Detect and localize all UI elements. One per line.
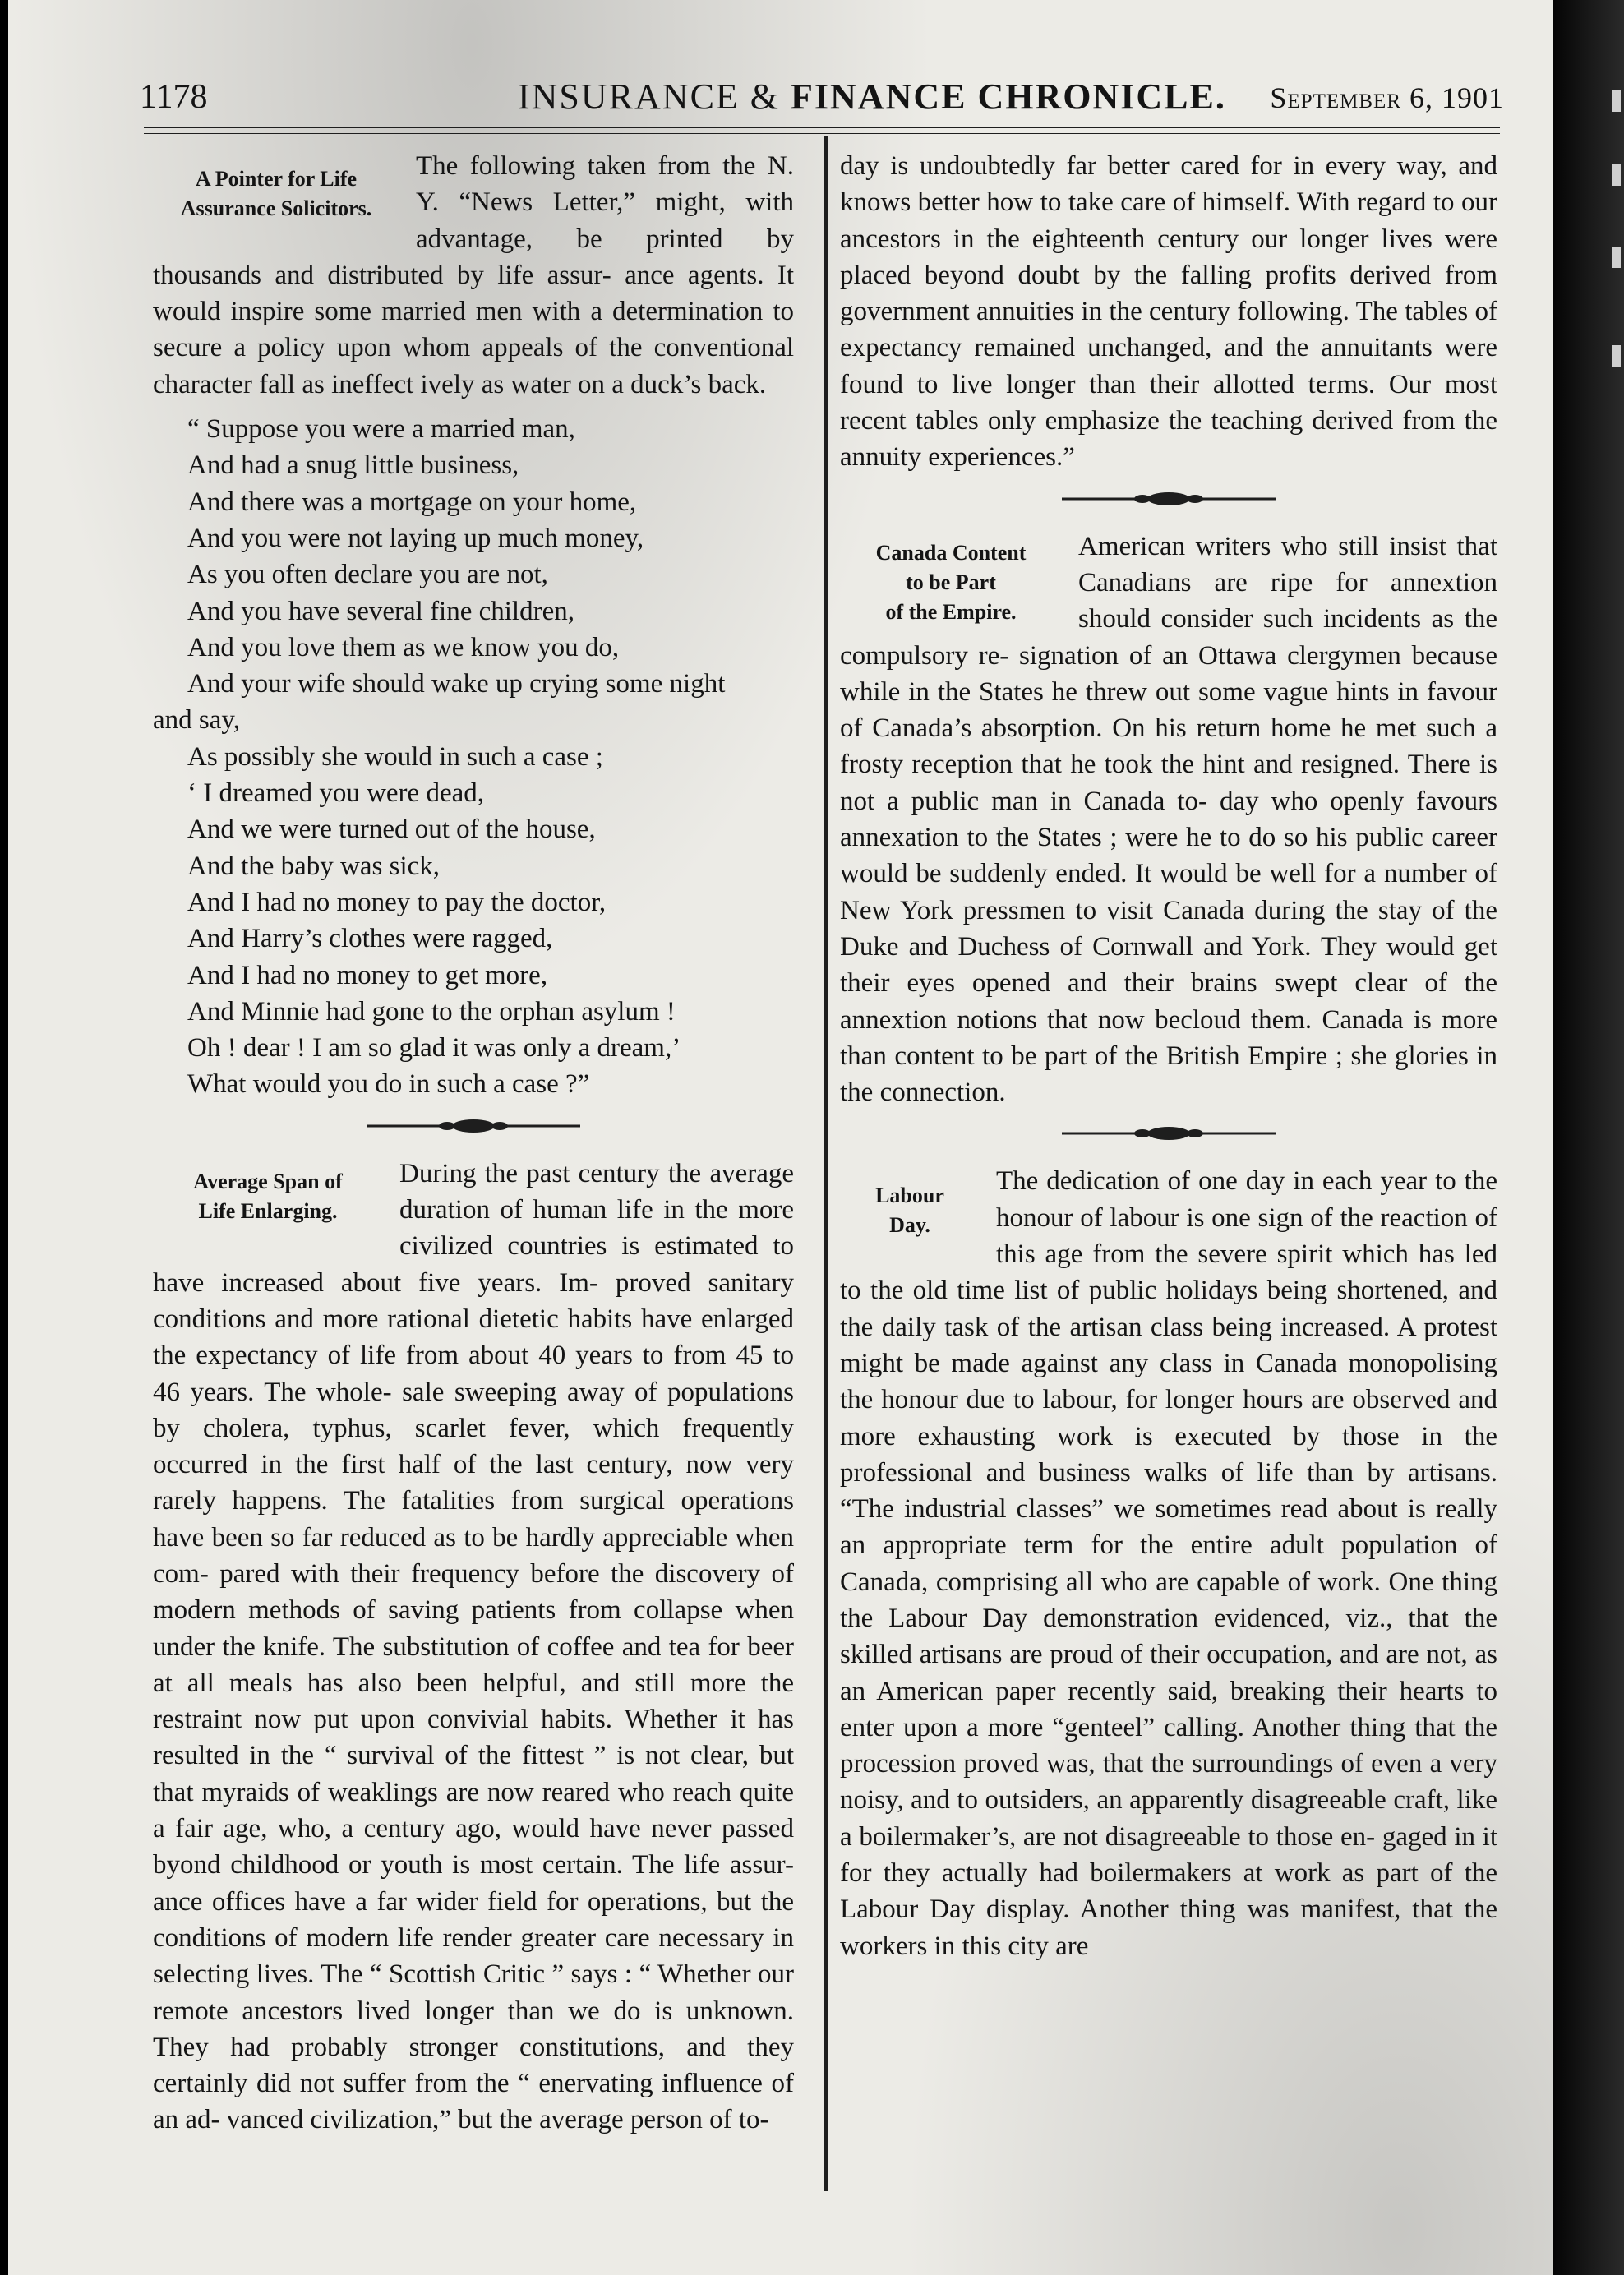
ornament-divider — [840, 1110, 1497, 1163]
poem: “ Suppose you were a married man, And had a snug little business, And there was a mortgage on your home, And you were not laying up much money, As you often declare you are not, And you have several fine children, And you love them as we know you do, And your wife should wake up crying some night and say, As possibly she would in such a case ; ‘ I dreamed you were dead, And we were turned out of the house, And the baby was sick, And I had no money to pay the doctor, And Harry’s clothes were ragged, And I had no money to get more, And Minnie had gone to the orphan asylum ! Oh ! dear ! I am so glad it was only a dream,’ What would you do in such a case ?” — [153, 414, 726, 1100]
article-text: American writers who still insist that Canadians are ripe for annextion should consider such incidents as the compulsory re- signation of an Ottawa clergymen because while in the States he threw out some vague hints in favour of Canada’s absorption. On his return home he met such a frosty reception that he took the hint and resigned. There is not a public man in Canada to- day who openly favours annexation to the States ; were he to do so his public career would be suddenly ended. It would be well for a number of New York pressmen to visit Canada during the stay of the Duke and Duchess of Cornwall and York. They would get their eyes opened and their brains swept clear of the annextion notions that now becloud them. Canada is more than content to be part of the British Empire ; she glories in the connection. — [840, 531, 1498, 1108]
article-text: The following taken from the N. Y. “News Letter,” might, with advantage, be printed by thousands and distributed by life assur- ance agents. It would inspire some married men with a determination to secure a policy upon whom appeals of the conventional character fall as ineffect ively as water on a duck’s back. — [153, 151, 795, 399]
scan-edge — [1553, 0, 1624, 2275]
article-continuation: day is undoubtedly far better cared for in every way, and knows better how to take care of himself. With regard to our ancestors in the eighteenth century our longer lives were placed beyond doubt by the falling profits derived from government annuities in the century following. The tables of expectancy remained unchanged, and the annuitants were found to live longer than their allotted terms. Our most recent tables only emphasize the teaching derived from the annuity experiences.” — [840, 151, 1498, 473]
article-span — [153, 1156, 794, 2139]
header-rule — [144, 127, 1500, 134]
left-column — [153, 148, 794, 2139]
issue-date: September 6, 1901 — [1270, 81, 1504, 114]
ornament-divider — [153, 1103, 794, 1156]
article-labour — [840, 1163, 1497, 1964]
article-heading: Canada Content to be Part of the Empire. — [875, 540, 1027, 624]
ornament-divider — [840, 476, 1497, 528]
article-pointer — [153, 148, 794, 1103]
right-column — [840, 148, 1497, 1964]
article-canada — [840, 528, 1497, 1111]
article-text: The dedication of one day in each year to the honour of labour is one sign of the reaction of this age from the severe spirit which has led to the old time list of public holidays being shortened, and the daily task of the artisan class being increased. A protest might be made against any class in Canada monopolising the honour due to labour, for longer hours are observed and more exhausting work is executed by those in the professional and business walks of life than by artisans. “The industrial classes” we sometimes read about is really an appropriate term for the entire adult population of Canada, comprising all who are capable of work. One thing the Labour Day demonstration evidenced, viz., that the skilled artisans are proud of their occupation, and are not, as an American paper recently said, breaking their hearts to enter upon a more “genteel” calling. Another thing that the procession proved was, that the surroundings of even a very noisy, and to outsiders, an apparently disagreeable craft, like a boilermaker’s, are not disagreeable to those en- gaged in it for they actually had boilermakers at work as part of the Labour Day display. Another thing was manifest, that the workers in this city are — [840, 1166, 1498, 1961]
journal-title: INSURANCE & FINANCE CHRONICLE. — [518, 76, 1226, 117]
article-text: During the past century the average duration of human life in the more civilized countries is estimated to have increased about five years. Im- proved sanitary conditions and more rational dietetic habits have enlarged the expectancy of life from about 40 years to from 45 to 46 years. The whole- sale sweeping away of populations by cholera, typhus, scarlet fever, which frequently occurred in the first half of the last century, now very rarely happens. The fatalities from surgical operations have been so far reduced as to be hardly appreciable when com- pared with their frequency before the discovery of modern methods of saving patients from collapse when under the knife. The substitution of coffee and tea for beer at all meals has also been helpful, and still more the restraint now put upon convivial habits. Whether it has resulted in the “ survival of the fittest ” is not clear, but that myraids of weaklings are now reared who reach quite a fair age, who, a century ago, would have never passed byond childhood or youth is most certain. The life assur- ance offices have a far wider field for operations, but the conditions of modern life render greater care necessary in selecting lives. The “ Scottish Critic ” says : “ Whether our remote ancestors lived longer than we do is unknown. They had probably stronger constitutions, and they certainly did not suffer from the “ enervating influence of an ad- vanced civilization,” but the average person of to- — [153, 1158, 795, 2135]
article-heading: A Pointer for Life Assurance Solicitors. — [180, 167, 372, 220]
page-header — [140, 72, 1504, 122]
page-number: 1178 — [140, 78, 208, 116]
column-divider — [824, 136, 828, 2191]
article-heading: Average Span of Life Enlarging. — [193, 1169, 343, 1223]
article-heading: Labour Day. — [875, 1184, 944, 1238]
